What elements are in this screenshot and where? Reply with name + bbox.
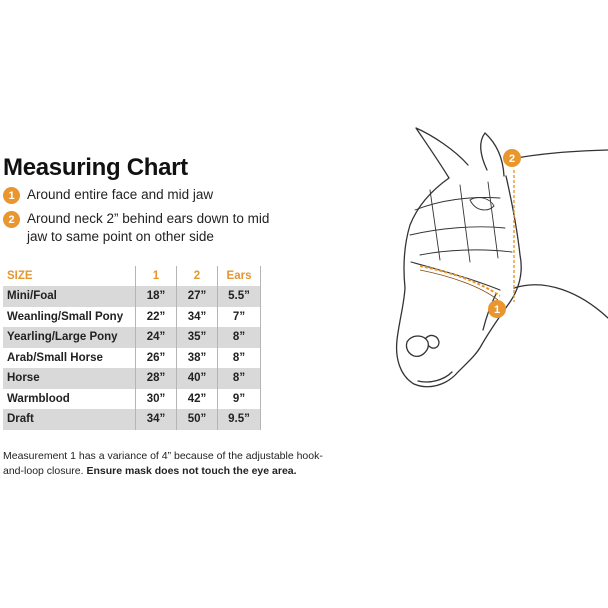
size-cell: Horse	[7, 372, 40, 385]
table-row	[3, 389, 261, 410]
marker-1-label: 1	[493, 304, 501, 316]
table-row	[3, 348, 261, 369]
measurement-1-cell: 18”	[135, 286, 176, 307]
measurement-2-cell: 34”	[176, 307, 217, 328]
size-table	[3, 266, 261, 430]
footnote-text: Measurement 1 has a variance of 4” because of the adjustable hook-and-loop closure.	[3, 450, 323, 477]
ears-cell: 5.5”	[217, 286, 261, 307]
measurement-1-cell: 22”	[135, 307, 176, 328]
ears-cell: 7”	[217, 307, 261, 328]
table-row	[3, 409, 261, 430]
measurement-2-cell: 35”	[176, 327, 217, 348]
step-2-text: Around neck 2” behind ears down to mid jaw to same point on other side	[27, 211, 270, 244]
header-measurement-1: 1	[135, 266, 176, 286]
measurement-2-cell: 38”	[176, 348, 217, 369]
header-measurement-2: 2	[176, 266, 217, 286]
size-cell: Warmblood	[7, 392, 70, 405]
table-body	[3, 286, 261, 430]
measurement-step-1	[3, 186, 277, 204]
measurement-2-cell: 42”	[176, 389, 217, 410]
ears-cell: 8”	[217, 348, 261, 369]
header-size: SIZE	[7, 270, 33, 282]
header-ears: Ears	[217, 266, 261, 286]
measurement-1-cell: 28”	[135, 368, 176, 389]
size-cell: Mini/Foal	[7, 290, 57, 303]
measurement-2-cell: 50”	[176, 409, 217, 430]
table-header-row	[3, 266, 261, 286]
measurement-1-cell: 24”	[135, 327, 176, 348]
table-row	[3, 368, 261, 389]
page-title: Measuring Chart	[3, 154, 188, 181]
measurement-step-2	[3, 210, 277, 246]
size-cell: Arab/Small Horse	[7, 351, 103, 364]
step-1-badge: 1	[3, 187, 20, 204]
step-2-badge: 2	[3, 211, 20, 228]
ears-cell: 8”	[217, 327, 261, 348]
measurement-2-cell: 40”	[176, 368, 217, 389]
measurement-1-cell: 34”	[135, 409, 176, 430]
ears-cell: 8”	[217, 368, 261, 389]
horse-head-with-fly-mask-icon	[395, 118, 608, 418]
footnote	[3, 449, 343, 479]
table-row	[3, 327, 261, 348]
measurement-1-cell: 26”	[135, 348, 176, 369]
ears-cell: 9”	[217, 389, 261, 410]
size-cell: Weanling/Small Pony	[7, 310, 124, 323]
footnote-warning: Ensure mask does not touch the eye area.	[86, 465, 297, 477]
table-row	[3, 286, 261, 307]
ears-cell: 9.5”	[217, 409, 261, 430]
measurement-2-cell: 27”	[176, 286, 217, 307]
size-cell: Draft	[7, 413, 34, 426]
step-1-text: Around entire face and mid jaw	[27, 187, 214, 202]
measurement-1-cell: 30”	[135, 389, 176, 410]
size-cell: Yearling/Large Pony	[7, 331, 118, 344]
marker-2-label: 2	[508, 153, 516, 165]
table-row	[3, 307, 261, 328]
